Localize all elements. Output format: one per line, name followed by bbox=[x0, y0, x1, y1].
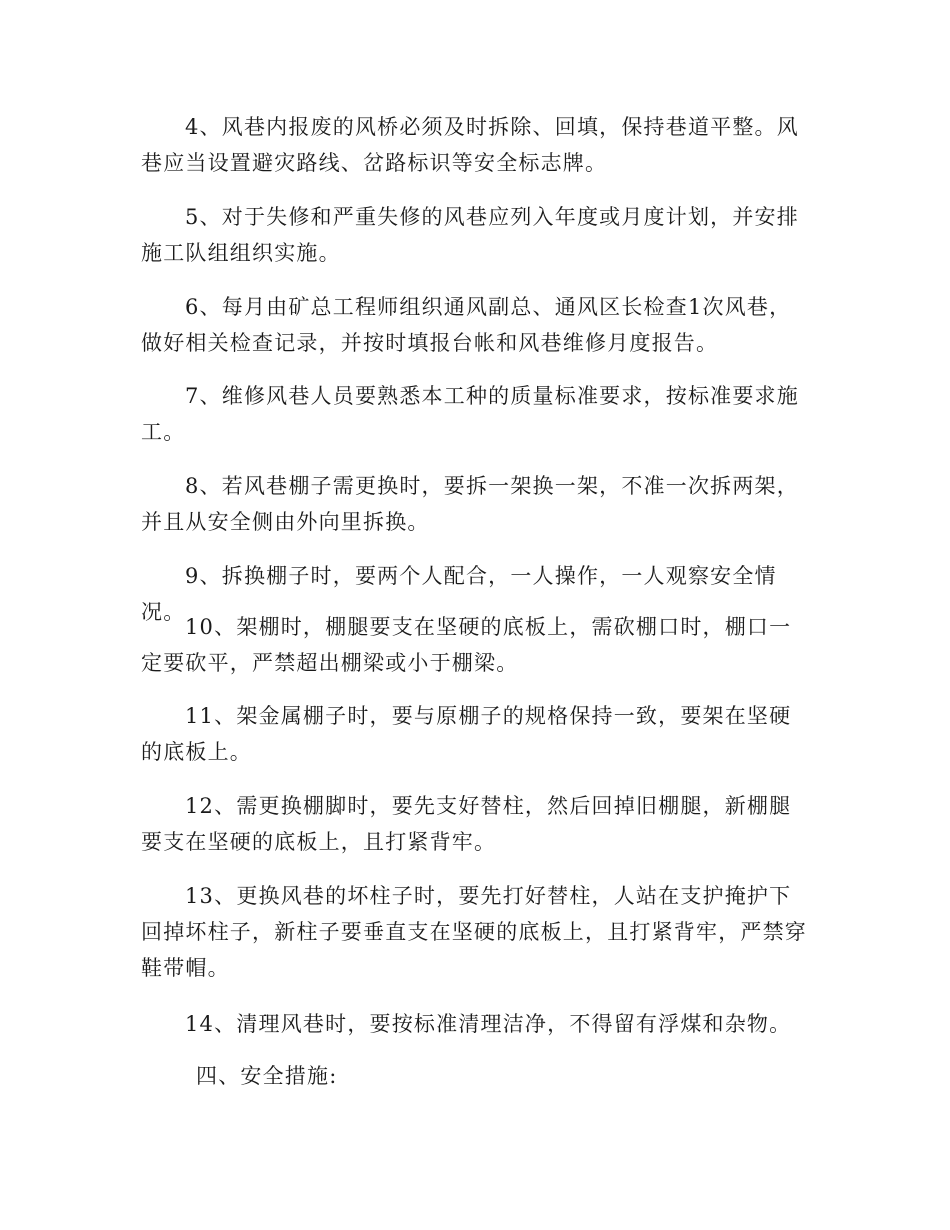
paragraph-item-8: 8、若风巷棚子需更换时，要拆一架换一架，不准一次拆两架，并且从安全侧由外向里拆换。 bbox=[141, 474, 799, 534]
section-heading: 四、安全措施: bbox=[196, 1064, 338, 1088]
paragraph-item-5: 5、对于失修和严重失修的风巷应列入年度或月度计划，并安排施工队组组织实施。 bbox=[141, 205, 799, 265]
paragraph-item-7: 7、维修风巷人员要熟悉本工种的质量标准要求，按标准要求施工。 bbox=[141, 384, 799, 444]
paragraph-item-11: 11、架金属棚子时，要与原棚子的规格保持一致，要架在坚硬的底板上。 bbox=[141, 704, 792, 764]
paragraph-item-9: 9、拆换棚子时，要两个人配合，一人操作，一人观察安全情况。 bbox=[141, 564, 777, 624]
paragraph-item-14: 14、清理风巷时，要按标准清理洁净，不得留有浮煤和杂物。 bbox=[185, 1012, 792, 1036]
paragraph-item-6: 6、每月由矿总工程师组织通风副总、通风区长检查1次风巷，做好相关检查记录，并按时填报台帐和风巷维修月度报告。 bbox=[141, 295, 792, 355]
paragraph-item-10: 10、架棚时，棚腿要支在坚硬的底板上，需砍棚口时，棚口一定要砍平，严禁超出棚梁或小于棚梁。 bbox=[141, 615, 792, 675]
paragraph-item-13: 13、更换风巷的坏柱子时，要先打好替柱，人站在支护掩护下回掉坏柱子，新柱子要垂直支在坚硬的底板上，且打紧背牢，严禁穿鞋带帽。 bbox=[141, 884, 807, 980]
paragraph-item-12: 12、需更换棚脚时，要先支好替柱，然后回掉旧棚腿，新棚腿要支在坚硬的底板上，且打紧背牢。 bbox=[141, 794, 792, 854]
paragraph-item-4: 4、风巷内报废的风桥必须及时拆除、回填，保持巷道平整。风巷应当设置避灾路线、岔路标识等安全标志牌。 bbox=[141, 115, 799, 175]
